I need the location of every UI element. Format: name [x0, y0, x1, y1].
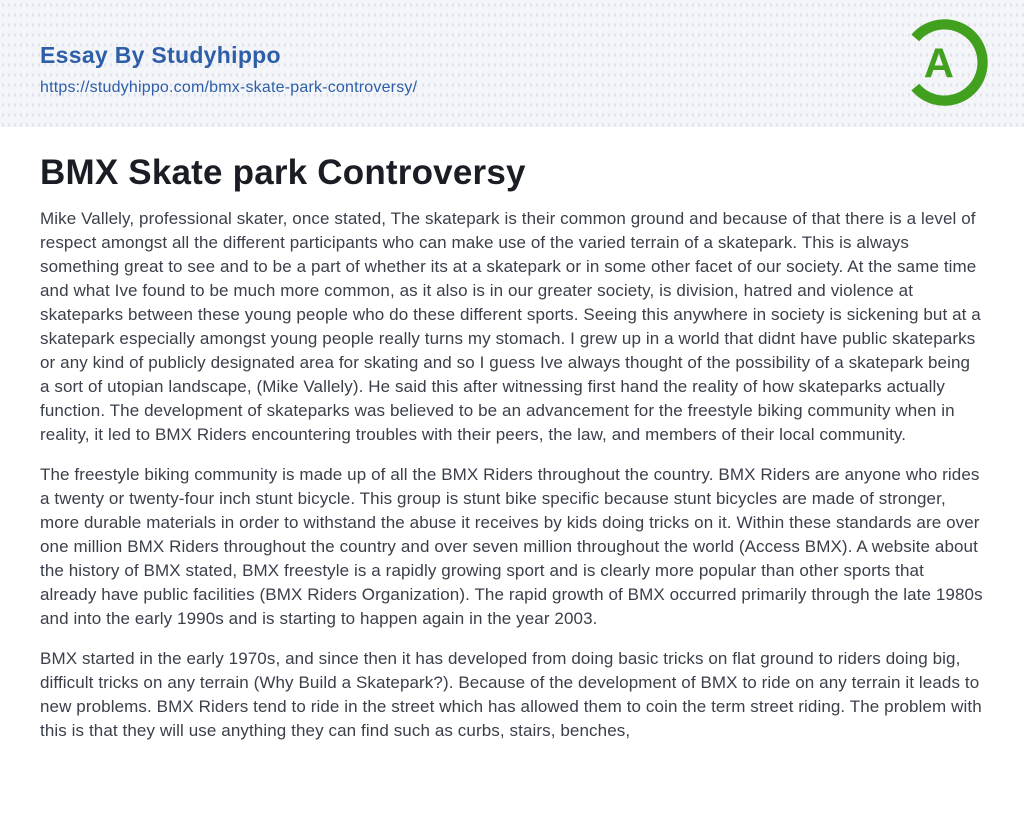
site-label: Essay By Studyhippo — [40, 42, 281, 68]
essay-paragraph-2: The freestyle biking community is made up of all the BMX Riders throughout the country. BMX Riders are anyone who rides a twenty or twenty-four inch stunt bicycle. This group is stunt bike specific because stunt bicycles are made of stronger, more durable materials in order to withstand the abuse it receives by kids doing tricks on it. Within these standards are over one million BMX Riders throughout the country and over seven million throughout the world (Access BMX). A website about the history of BMX stated, BMX freestyle is a rapidly growing sport and is clearly more popular than other sports that already have public facilities (BMX Riders Organization). The rapid growth of BMX occurred primarily through the late 1980s and into the early 1990s and is starting to happen again in the year 2003. — [40, 465, 983, 628]
page-header — [0, 0, 1024, 127]
essay-paragraph-3: BMX started in the early 1970s, and since then it has developed from doing basic tricks on flat ground to riders doing big, difficult tricks on any terrain (Why Build a Skatepark?). Because of the development of BMX to ride on any terrain it leads to new problems. BMX Riders tend to ride in the street which has allowed them to coin the term street riding. The problem with this is that they will use anything they can find such as curbs, stairs, benches, — [40, 649, 982, 740]
essay-paragraph-1: Mike Vallely, professional skater, once stated, The skatepark is their common ground and because of that there is a level of respect amongst all the different participants who can make use of the varied terrain of a skatepark. This is always something great to see and to be a part of whether its at a skatepark or in some other facet of our society. At the same time and what Ive found to be much more common, as it also is in our greater society, is division, hatred and violence at skateparks between these young people who do these different sports. Seeing this anywhere in society is sickening but at a skatepark especially amongst young people really turns my stomach. I grew up in a world that didnt have public skateparks or any kind of publicly designated area for skating and so I guess Ive always thought of the possibility of a skatepark being a sort of utopian landscape, (Mike Vallely). He said this after witnessing first hand the reality of how skateparks actually function. The development of skateparks was believed to be an advancement for the freestyle biking community when in reality, it led to BMX Riders encountering troubles with their peers, the law, and members of their local community. — [40, 209, 981, 444]
logo-letter: A — [923, 39, 955, 87]
essay-content — [0, 127, 1024, 743]
essay-title: BMX Skate park Controversy — [40, 153, 526, 192]
essay-url-link[interactable]: https://studyhippo.com/bmx-skate-park-controversy/ — [40, 78, 418, 96]
studyhippo-logo-icon — [898, 16, 991, 109]
studyhippo-logo — [898, 16, 991, 109]
